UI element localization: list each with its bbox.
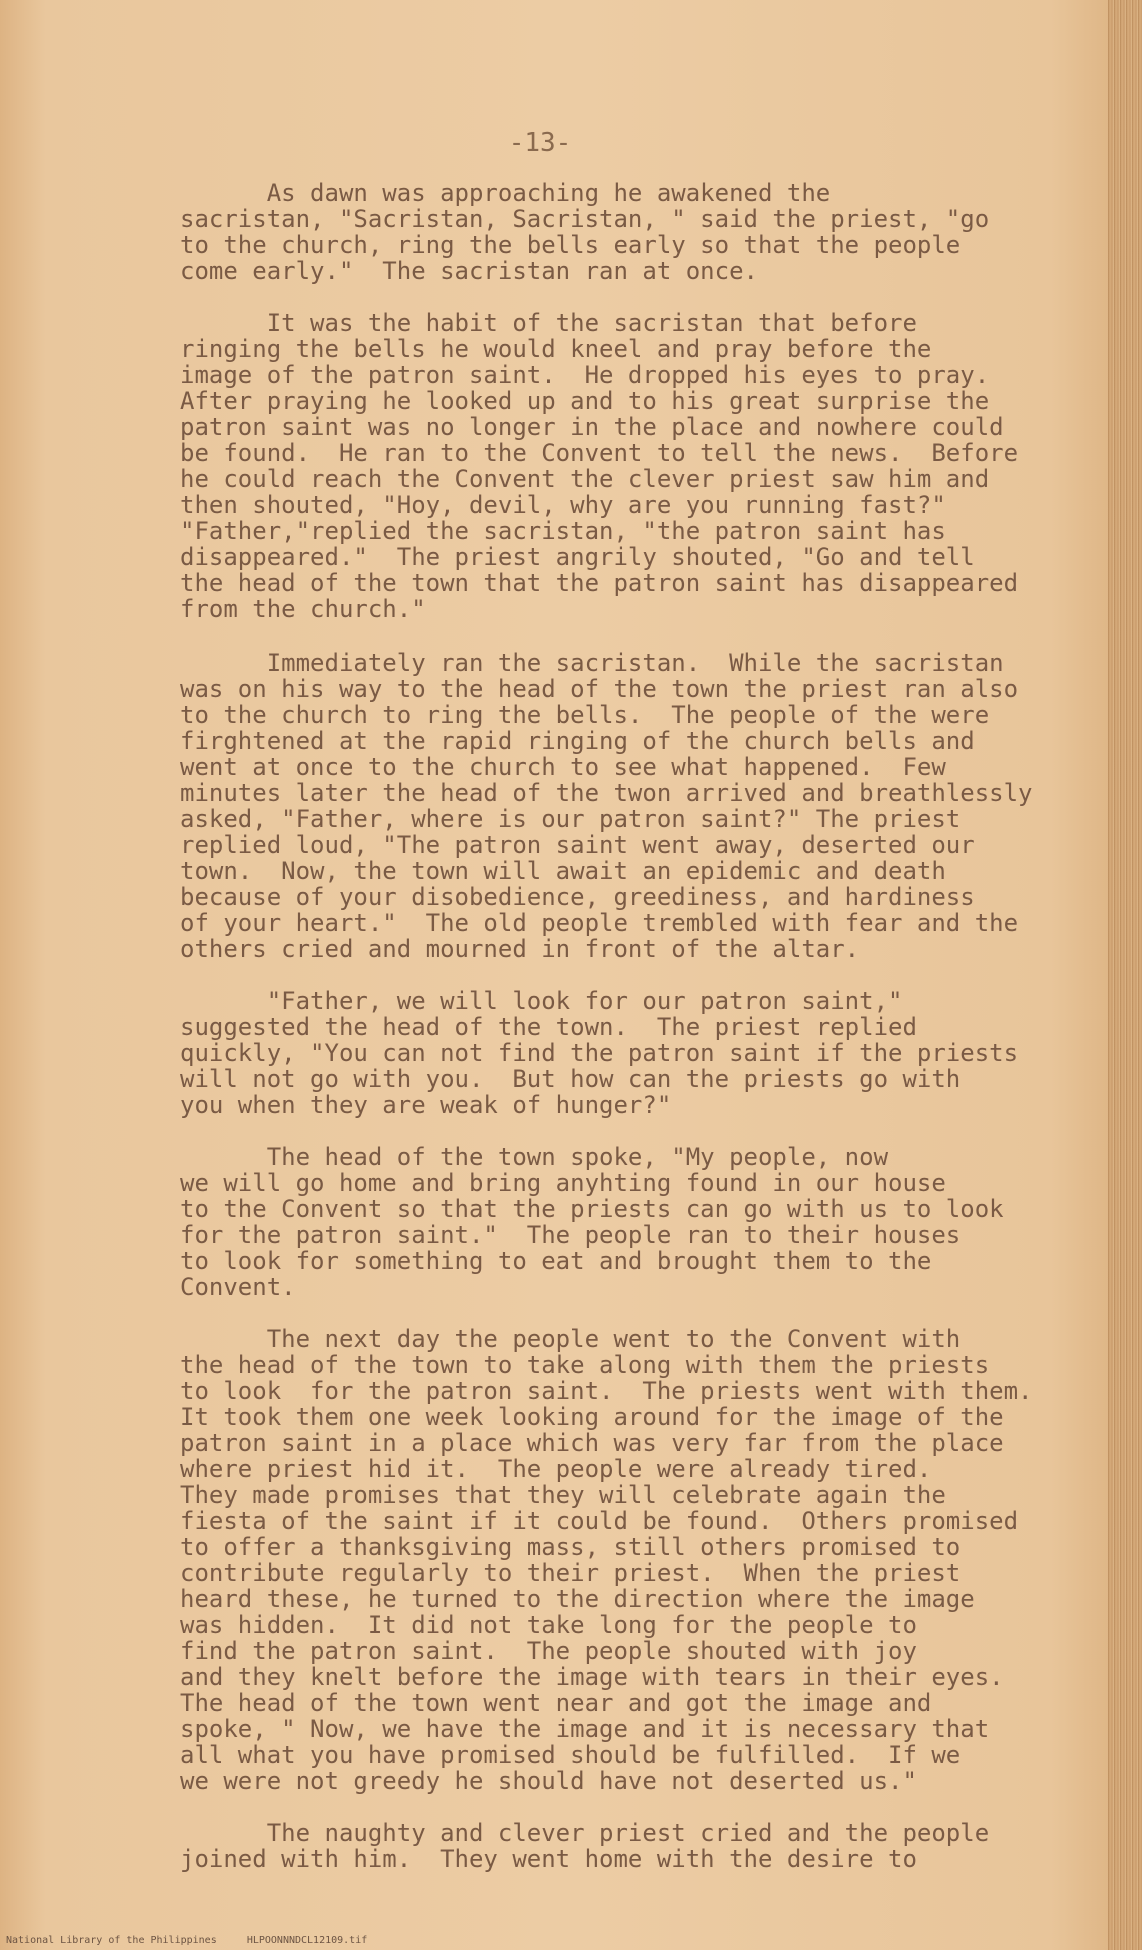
scan-footer-caption: National Library of the Philippines HLPOONNNDCL12109.tif bbox=[6, 1935, 368, 1946]
paragraph-3: Immediately ran the sacristan. While the sacristan was on his way to the head of the town the priest ran also to the church to ring the bells. The people of the were firghtened at the rapid ringing of the church bells and went at once to the church to see what happened. Few minutes later the head of the twon arrived and breathlessly asked, "Father, where is our patron saint?" The priest replied loud, "The patron saint went away, deserted our town. Now, the town will await an epidemic and death because of your disobedience, greediness, and hardiness of your heart." The old people trembled with fear and the others cried and mourned in front of the altar. bbox=[180, 649, 1033, 963]
page-binding-edge bbox=[1108, 0, 1142, 1950]
paragraph-2: It was the habit of the sacristan that before ringing the bells he would kneel and pray before the image of the patron saint. He dropped his eyes to pray. After praying he looked up and to his great surprise the patron saint was no longer in the place and nowhere could be found. He ran to the Convent to tell the news. Before he could reach the Convent the clever priest saw him and then shouted, "Hoy, devil, why are you running fast?" "Father,"replied the sacristan, "the patron saint has disappeared." The priest angrily shouted, "Go and tell the head of the town that the patron saint has disappeared from the church." bbox=[180, 309, 1019, 623]
paragraph-5: The head of the town spoke, "My people, now we will go home and bring anyhting found in our house to the Convent so that the priests can go with us to look for the patron saint." The people ran to their houses to look for something to eat and brought them to the Convent. bbox=[180, 1143, 1004, 1301]
document-body bbox=[180, 180, 1080, 1872]
page-number: -13- bbox=[508, 128, 572, 158]
paragraph-1: As dawn was approaching he awakened the sacristan, "Sacristan, Sacristan, " said the priest, "go to the church, ring the bells early so that the people come early." The sacristan ran at once. bbox=[180, 179, 990, 285]
paragraph-6: The next day the people went to the Convent with the head of the town to take along with them the priests to look for the patron saint. The priests went with them. It took them one week looking around for the image of the patron saint in a place which was very far from the place where priest hid it. The people were already tired. They made promises that they will celebrate again the fiesta of the saint if it could be found. Others promised to offer a thanksgiving mass, still others promised to contribute regularly to their priest. When the priest heard these, he turned to the direction where the image was hidden. It did not take long for the people to find the patron saint. The people shouted with joy and they knelt before the image with tears in their eyes. The head of the town went near and got the image and spoke, " Now, we have the image and it is necessary that all what you have promised should be fulfilled. If we we were not greedy he should have not deserted us." bbox=[180, 1325, 1033, 1795]
paragraph-7: The naughty and clever priest cried and the people joined with him. They went home with the desire to bbox=[180, 1819, 990, 1873]
paragraph-4: "Father, we will look for our patron saint," suggested the head of the town. The priest replied quickly, "You can not find the patron saint if the priests will not go with you. But how can the priests go with you when they are weak of hunger?" bbox=[180, 987, 1019, 1119]
